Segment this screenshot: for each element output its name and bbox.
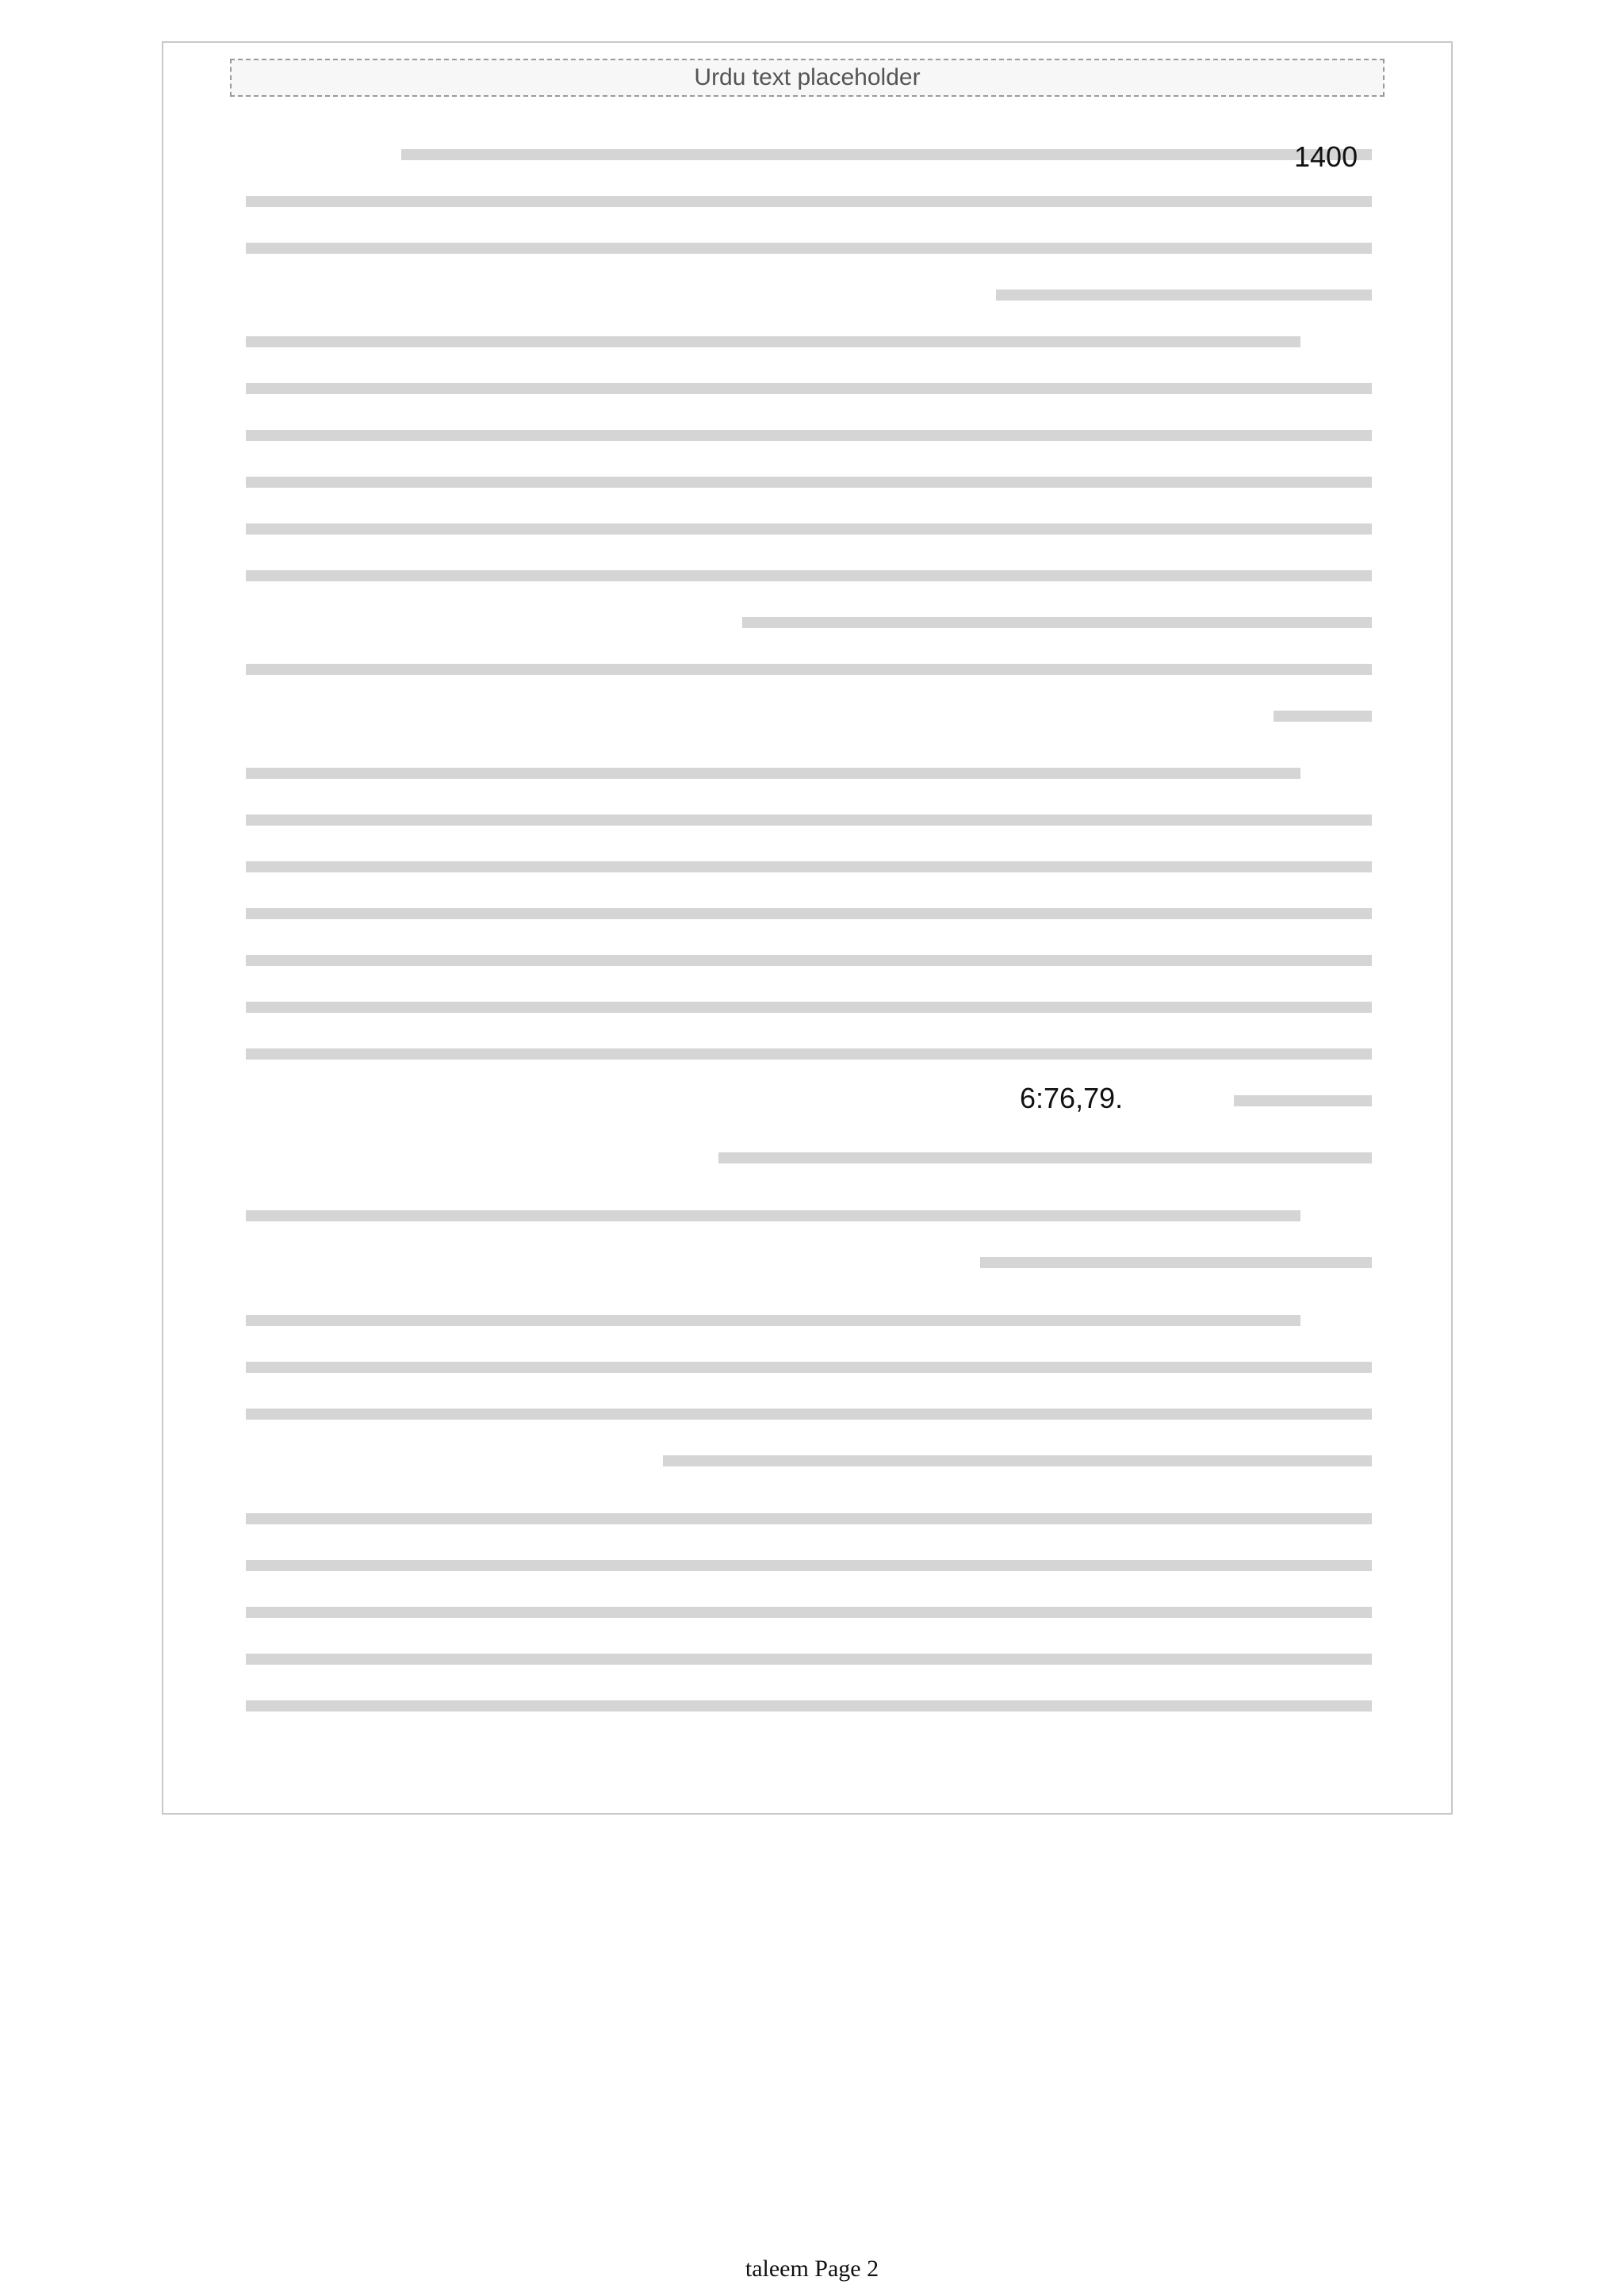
- urdu-text-line: [246, 570, 1372, 581]
- urdu-text-line: [246, 1409, 1372, 1420]
- year-number: 1400: [1294, 140, 1358, 173]
- urdu-text-line: [718, 1152, 1372, 1163]
- page-footer: taleem Page 2: [745, 2256, 879, 2282]
- urdu-text-line: [246, 1002, 1372, 1013]
- urdu-text-line: [246, 815, 1372, 826]
- urdu-text-line: [246, 1315, 1300, 1326]
- urdu-text-line: [980, 1257, 1372, 1268]
- urdu-text-line: [246, 1362, 1372, 1373]
- urdu-text-line: [246, 383, 1372, 394]
- urdu-text-line: [246, 1700, 1372, 1711]
- urdu-text-line: [246, 664, 1372, 675]
- quran-reference: 6:76,79.: [1020, 1082, 1124, 1114]
- urdu-text-line: [246, 1654, 1372, 1665]
- urdu-text-line: [246, 1048, 1372, 1060]
- document-page: [162, 41, 1453, 1815]
- urdu-text-line: [246, 955, 1372, 966]
- urdu-text-line: [246, 768, 1300, 779]
- urdu-text-line: [246, 1210, 1300, 1221]
- urdu-text-line: [246, 1607, 1372, 1618]
- urdu-text-line: [996, 289, 1372, 301]
- urdu-text-line: [246, 243, 1372, 254]
- urdu-text-line: [742, 617, 1372, 628]
- urdu-text-line: [1274, 711, 1372, 722]
- urdu-text-line: [246, 861, 1372, 872]
- urdu-text-line: [246, 336, 1300, 347]
- urdu-text-line: [246, 523, 1372, 535]
- urdu-text-line: [246, 477, 1372, 488]
- urdu-text-line: [1234, 1095, 1372, 1106]
- urdu-text-line: [246, 908, 1372, 919]
- urdu-text-line: [246, 430, 1372, 441]
- urdu-text-line: [246, 196, 1372, 207]
- urdu-text-line: [663, 1455, 1372, 1466]
- urdu-text-line: [246, 1560, 1372, 1571]
- urdu-text-line: [246, 1513, 1372, 1524]
- urdu-text-line: [401, 149, 1372, 160]
- urdu-text-placeholder-note: Urdu text placeholder: [230, 59, 1385, 97]
